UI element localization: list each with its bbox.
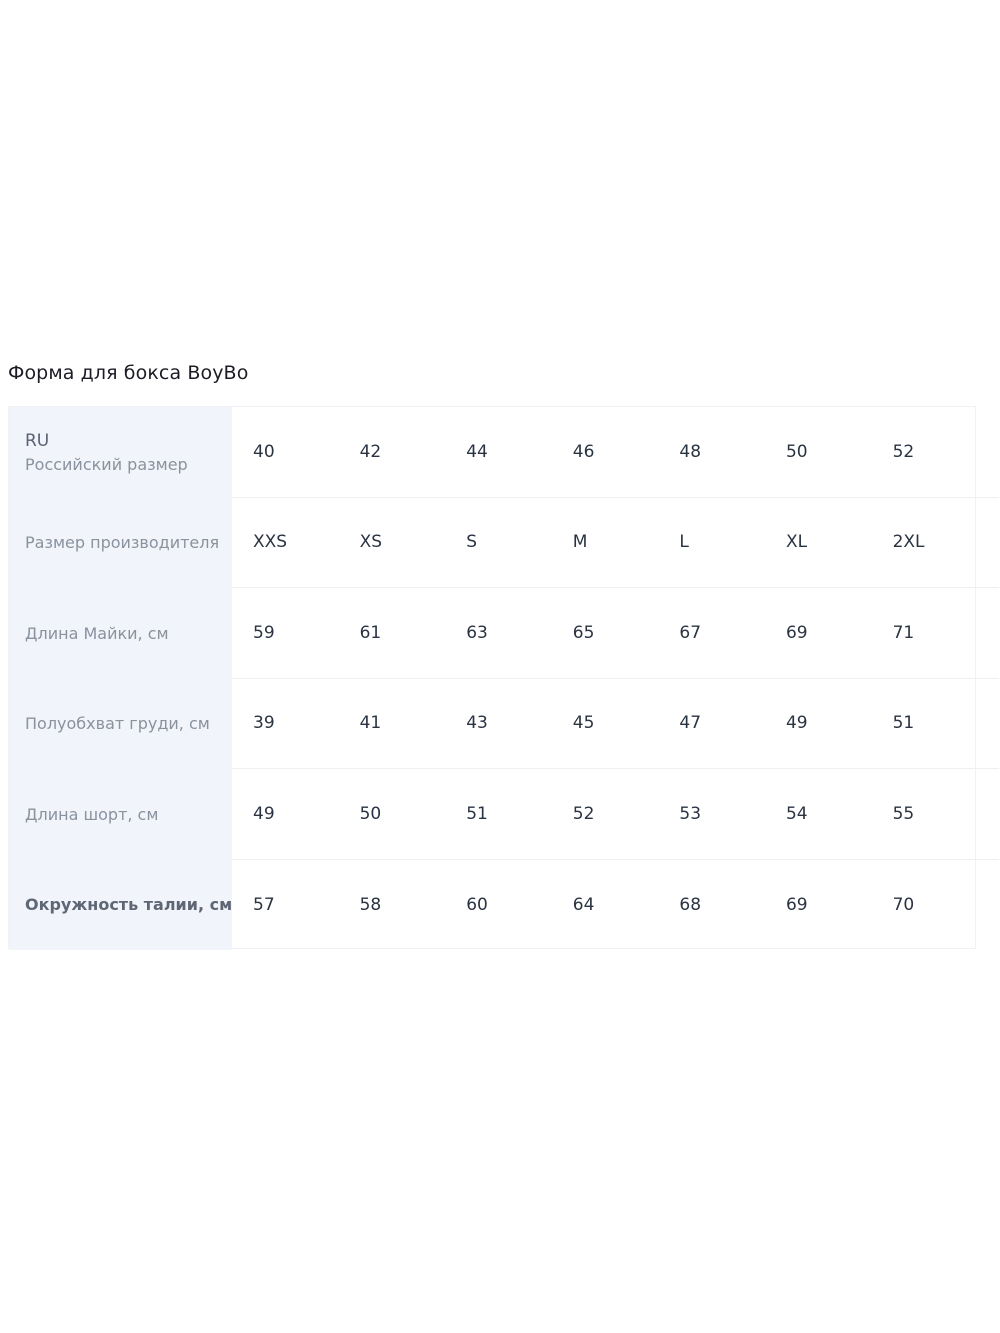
- row-label-waist: [9, 860, 232, 951]
- table-cell: 41: [359, 713, 382, 734]
- table-cell: 40: [253, 441, 275, 462]
- table-cell: 70: [892, 894, 915, 915]
- table-cell: 69: [785, 622, 808, 643]
- table-cell: 51: [466, 803, 488, 824]
- table-cell: XS: [359, 532, 383, 553]
- table-cell: 45: [572, 713, 595, 734]
- table-cell: XXS: [253, 532, 288, 553]
- table-row: [232, 769, 999, 860]
- table-cell: 49: [785, 713, 808, 734]
- row-label-manufacturer-size: [9, 498, 232, 589]
- table-cell: 57: [253, 894, 275, 915]
- table-cell: 44: [466, 441, 488, 462]
- table-cell: 46: [572, 441, 595, 462]
- row-label-text: Длина шорт, см: [25, 804, 159, 824]
- row-label-ru-size: [9, 407, 232, 498]
- table-cell: 52: [572, 803, 595, 824]
- table-cell: 50: [785, 441, 808, 462]
- table-cell: 43: [466, 713, 488, 734]
- page-title: Форма для бокса BoyBo: [8, 362, 249, 384]
- table-cell: L: [679, 532, 689, 553]
- row-label-chest-half: [9, 679, 232, 770]
- table-cell: 63: [466, 622, 488, 643]
- table-cell: 67: [679, 622, 702, 643]
- table-cell: 52: [892, 441, 915, 462]
- table-cell: 47: [679, 713, 702, 734]
- row-label-shorts-length: [9, 769, 232, 860]
- table-cell: 50: [359, 803, 382, 824]
- table-cell: S: [466, 532, 477, 553]
- table-cell: 60: [466, 894, 488, 915]
- table-cell: 48: [679, 441, 702, 462]
- table-cell: 58: [359, 894, 382, 915]
- table-cell: 59: [253, 622, 275, 643]
- row-label-shirt-length: [9, 588, 232, 679]
- table-cell: 2XL: [892, 532, 925, 553]
- table-cell: 54: [785, 803, 808, 824]
- row-label-text: Длина Майки, см: [25, 623, 169, 643]
- table-row: [232, 860, 999, 951]
- table-row: [232, 498, 999, 589]
- table-cell: 61: [359, 622, 382, 643]
- table-cell: 71: [892, 622, 915, 643]
- values-column: [232, 407, 999, 950]
- row-labels-column: [9, 407, 232, 950]
- table-cell: 69: [785, 894, 808, 915]
- table-cell: 68: [679, 894, 702, 915]
- table-cell: 49: [253, 803, 275, 824]
- row-label-text: Окружность талии, см: [25, 895, 233, 915]
- table-cell: M: [572, 532, 588, 553]
- table-cell: 53: [679, 803, 702, 824]
- row-label-text: Российский размер: [25, 454, 188, 474]
- table-cell: 51: [892, 713, 915, 734]
- table-row: [232, 679, 999, 770]
- table-cell: 55: [892, 803, 915, 824]
- row-label-text: Размер производителя: [25, 533, 220, 553]
- table-row: [232, 588, 999, 679]
- table-row: [232, 407, 999, 498]
- table-cell: 42: [359, 441, 382, 462]
- table-cell: 65: [572, 622, 595, 643]
- table-cell: 39: [253, 713, 275, 734]
- size-chart-table: [8, 406, 976, 949]
- row-label-code: RU: [25, 430, 50, 451]
- table-cell: XL: [785, 532, 808, 553]
- table-cell: 64: [572, 894, 595, 915]
- row-label-text: Полуобхват груди, см: [25, 714, 210, 734]
